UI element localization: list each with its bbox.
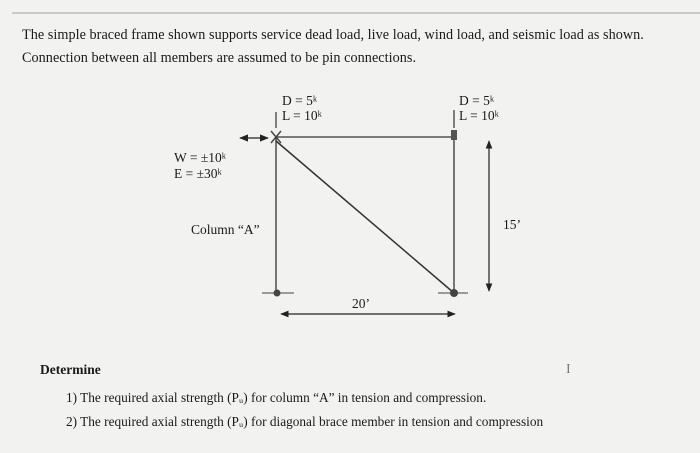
height-dimension-label: 15’	[503, 217, 521, 232]
diagonal-brace-member	[276, 141, 454, 293]
seismic-load-label: E = ±30ᵏ	[174, 166, 222, 181]
column-a-label: Column “A”	[191, 222, 260, 237]
left-live-load-label: L = 10ᵏ	[282, 108, 322, 123]
intro-line-1: The simple braced frame shown supports service dead load, live load, wind load, and seismic load as shown.	[22, 27, 644, 43]
right-dead-load-label: D = 5ᵏ	[459, 93, 495, 108]
right-live-load-label: L = 10ᵏ	[459, 108, 499, 123]
wind-load-label: W = ±10ᵏ	[174, 150, 227, 165]
determine-heading: Determine	[40, 362, 101, 377]
top-right-joint	[451, 130, 457, 140]
question-1: 1) The required axial strength (Pᵤ) for column “A” in tension and compression.	[66, 390, 487, 405]
left-dead-load-label: D = 5ᵏ	[282, 93, 318, 108]
text-cursor-icon: I	[566, 362, 571, 377]
width-dimension-label: 20’	[352, 296, 370, 311]
question-2: 2) The required axial strength (Pᵤ) for diagonal brace member in tension and compression	[66, 414, 544, 429]
intro-line-2: Connection between all members are assumed to be pin connections.	[22, 50, 417, 66]
